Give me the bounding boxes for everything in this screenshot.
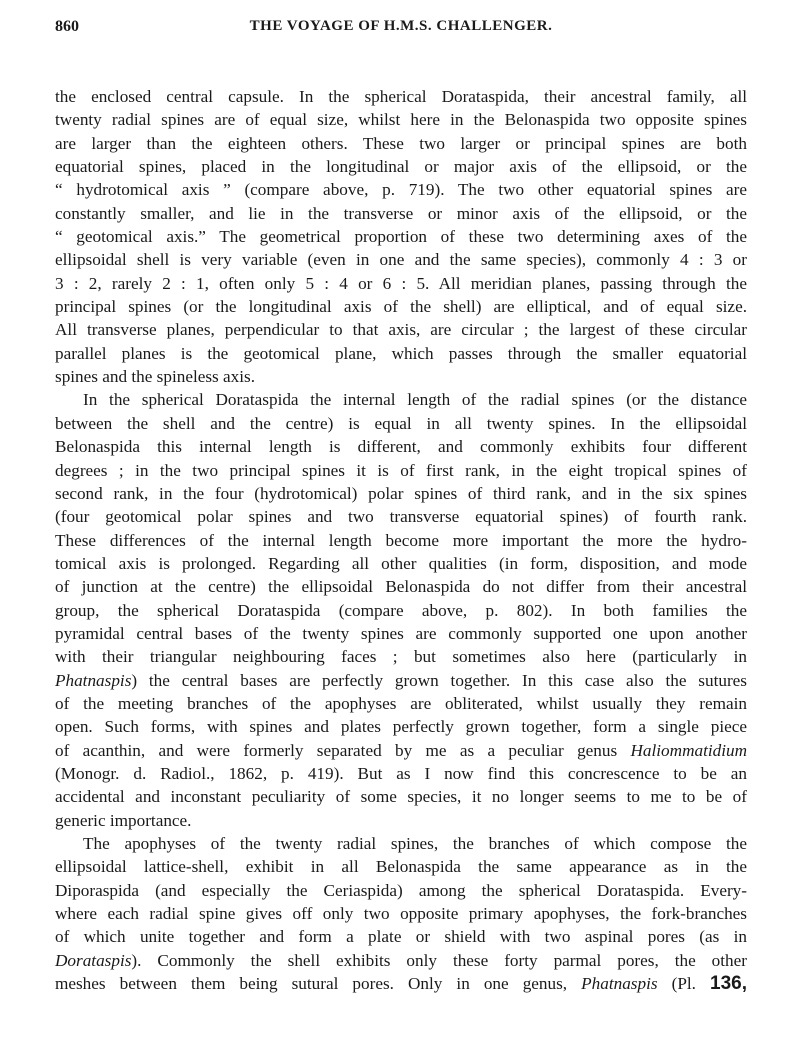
text-line: [55, 645, 747, 668]
text-segment: “ geotomical axis.” The geometrical proportion of these two determining axes of the: [55, 227, 747, 247]
text-line: [55, 482, 747, 505]
text-segment: (Monogr. d. Radiol., 1862, p. 419). But as I now find this concrescence to be an: [55, 763, 747, 783]
text-line: [55, 855, 747, 878]
italic-term: Dorataspis: [55, 950, 132, 970]
text-segment: with their triangular neighbouring faces ; but sometimes also here (particularly in: [55, 647, 747, 667]
text-line: [55, 412, 747, 435]
text-segment: meshes between them being sutural pores. Only in one genus,: [55, 974, 582, 994]
text-segment: second rank, in the four (hydrotomical) polar spines of third rank, and in the six spines: [55, 483, 747, 503]
text-segment: ellipsoidal shell is very variable (even in one and the same species), commonly 4 : 3 or: [55, 250, 747, 270]
text-line: [55, 972, 747, 995]
text-line: [55, 225, 747, 248]
text-segment: ellipsoidal lattice-shell, exhibit in all Belonaspida the same appearance as in the: [55, 857, 747, 877]
running-title: THE VOYAGE OF H.M.S. CHALLENGER.: [249, 18, 553, 34]
text-segment: ) the central bases are perfectly grown together. In this case also the sutures: [131, 670, 747, 690]
text-segment: (Pl.: [657, 974, 711, 994]
text-line: [55, 622, 747, 645]
text-line: [55, 342, 747, 365]
text-segment: the enclosed central capsule. In the spherical Dorataspida, their ancestral family, all: [55, 87, 747, 106]
text-line: [55, 248, 747, 271]
text-line: [55, 879, 747, 902]
text-segment: pyramidal central bases of the twenty spines are commonly supported one upon another: [55, 623, 747, 643]
body-text: [55, 85, 747, 995]
text-segment: (four geotomical polar spines and two transverse equatorial spines) of fourth rank.: [55, 507, 747, 527]
text-line: [55, 739, 747, 762]
text-segment: The apophyses of the twenty radial spines, the branches of which compose the: [83, 834, 747, 853]
text-line: [55, 459, 747, 482]
text-line: [55, 178, 747, 201]
text-line: [55, 295, 747, 318]
text-segment: constantly smaller, and lie in the transverse or minor axis of the ellipsoid, or the: [55, 203, 747, 223]
text-line: [55, 575, 747, 598]
text-line: [55, 505, 747, 528]
text-segment: These differences of the internal length become more important the more the hydro-: [55, 530, 747, 550]
text-segment: are larger than the eighteen others. These two larger or principal spines are both: [55, 133, 747, 153]
plate-number: 136,: [710, 973, 747, 995]
italic-term: Phatnaspis: [55, 670, 132, 690]
text-segment: All transverse planes, perpendicular to that axis, are circular ; the largest of these circular: [55, 320, 747, 340]
paragraph: [55, 832, 747, 995]
page-number: 860: [55, 18, 79, 35]
text-line: [55, 832, 747, 855]
text-segment: where each radial spine gives off only two opposite primary apophyses, the fork-branches: [55, 904, 747, 924]
paragraph: [55, 85, 747, 388]
text-segment: Belonaspida this internal length is different, and commonly exhibits four different: [55, 437, 747, 457]
italic-term: Phatnaspis: [581, 974, 658, 994]
text-line: [55, 809, 747, 832]
text-segment: equatorial spines, placed in the longitudinal or major axis of the ellipsoid, or the: [55, 157, 747, 177]
text-line: [55, 785, 747, 808]
text-line: [55, 365, 747, 388]
text-segment: principal spines (or the longitudinal axis of the shell) are elliptical, and of equal size.: [55, 297, 747, 317]
text-segment: open. Such forms, with spines and plates perfectly grown together, form a single piece: [55, 717, 747, 737]
text-segment: of junction at the centre) the ellipsoidal Belonaspida do not differ from their ancestral: [55, 577, 747, 597]
text-line: [55, 529, 747, 552]
text-segment: of which unite together and form a plate or shield with two aspinal pores (as in: [55, 927, 747, 947]
text-line: [55, 202, 747, 225]
text-line: [55, 902, 747, 925]
text-line: [55, 715, 747, 738]
text-segment: “ hydrotomical axis ” (compare above, p. 719). The two other equatorial spines are: [55, 180, 747, 200]
text-segment: ). Commonly the shell exhibits only these forty parmal pores, the other: [131, 950, 747, 970]
text-line: [55, 949, 747, 972]
text-line: [55, 552, 747, 575]
text-segment: In the spherical Dorataspida the internal length of the radial spines (or the distance: [83, 390, 747, 410]
text-segment: generic importance.: [55, 810, 192, 830]
text-segment: accidental and inconstant peculiarity of some species, it no longer seems to me to be of: [55, 787, 747, 807]
text-segment: between the shell and the centre) is equal in all twenty spines. In the ellipsoidal: [55, 413, 747, 433]
text-line: [55, 132, 747, 155]
text-line: [55, 669, 747, 692]
running-header: [55, 18, 747, 42]
text-segment: of the meeting branches of the apophyses are obliterated, whilst usually they remain: [55, 693, 747, 713]
text-line: [55, 155, 747, 178]
text-segment: group, the spherical Dorataspida (compare above, p. 802). In both families the: [55, 600, 747, 620]
text-line: [55, 925, 747, 948]
text-line: [55, 388, 747, 411]
text-line: [55, 692, 747, 715]
text-line: [55, 85, 747, 108]
text-line: [55, 318, 747, 341]
italic-term: Haliommatidium: [630, 740, 747, 760]
text-line: [55, 599, 747, 622]
text-segment: Diporaspida (and especially the Ceriaspida) among the spherical Dorataspida. Every-: [55, 880, 747, 900]
paragraph: [55, 388, 747, 832]
text-line: [55, 762, 747, 785]
text-segment: twenty radial spines are of equal size, whilst here in the Belonaspida two opposite spines: [55, 110, 747, 130]
text-segment: spines and the spineless axis.: [55, 367, 256, 387]
text-segment: parallel planes is the geotomical plane, which passes through the smaller equatorial: [55, 343, 747, 363]
text-segment: degrees ; in the two principal spines it is of first rank, in the eight tropical spines of: [55, 460, 747, 480]
text-line: [55, 108, 747, 131]
text-segment: of acanthin, and were formerly separated by me as a peculiar genus: [55, 740, 631, 760]
text-line: [55, 272, 747, 295]
text-segment: 3 : 2, rarely 2 : 1, often only 5 : 4 or 6 : 5. All meridian planes, passing through the: [55, 273, 747, 293]
text-line: [55, 435, 747, 458]
text-segment: tomical axis is prolonged. Regarding all other qualities (in form, disposition, and mode: [55, 553, 747, 573]
